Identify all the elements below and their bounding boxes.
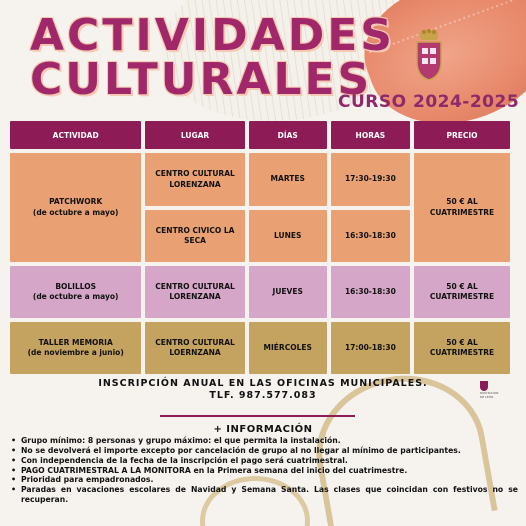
hours-cell: 17:00-18:30 xyxy=(331,322,410,374)
title-line-1: ACTIVIDADES xyxy=(30,10,395,61)
list-item: • Grupo mínimo: 8 personas y grupo máximo: el que permita la instalación. xyxy=(10,436,518,446)
day-cell: MIÉRCOLES xyxy=(249,322,327,374)
table-row xyxy=(10,322,510,374)
diputacion-line-2: DE LEÓN xyxy=(480,395,494,400)
header-precio: PRECIO xyxy=(414,121,510,149)
price-cell: 50 € AL CUATRIMESTRE xyxy=(414,322,510,374)
info-list xyxy=(10,436,518,505)
hours-cell: 16:30-18:30 xyxy=(331,210,410,262)
info-divider xyxy=(160,415,355,417)
day-cell: LUNES xyxy=(249,210,327,262)
header-actividad: ACTIVIDAD xyxy=(10,121,141,149)
place-cell: CENTRO CIVICO LA SECA xyxy=(145,210,244,262)
coat-of-arms-icon xyxy=(414,28,444,84)
place-line-2: LOERNZANA xyxy=(169,348,221,357)
price-cell: 50 € AL CUATRIMESTRE xyxy=(414,153,510,262)
place-cell xyxy=(145,266,244,318)
place-line-1: CENTRO CULTURAL xyxy=(155,337,235,347)
list-item: • Con independencia de la fecha de la inscripción el pago será cuatrimestral. xyxy=(10,456,518,466)
activity-cell-patchwork xyxy=(10,153,141,262)
hours-cell: 16:30-18:30 xyxy=(331,266,410,318)
list-item: • PAGO CUATRIMESTRAL A LA MONITORA en la Primera semana del inicio del cuatrimestre. xyxy=(10,466,518,476)
place-line-1: CENTRO CULTURAL xyxy=(155,169,235,178)
list-item: • No se devolverá el importe excepto por cancelación de grupo al no llegar al mínimo de participantes. xyxy=(10,446,518,456)
registration-note: INSCRIPCIÓN ANUAL EN LAS OFICINAS MUNICIPALES. xyxy=(98,378,428,389)
diputacion-shield-icon xyxy=(480,381,488,391)
day-cell: MARTES xyxy=(249,153,327,206)
activity-period: (de octubre a mayo) xyxy=(32,207,119,217)
phone-number: TLF. 987.577.083 xyxy=(209,390,317,401)
table-header-row xyxy=(10,121,510,149)
activity-name: BOLILLOS xyxy=(55,281,97,291)
place-cell xyxy=(145,153,244,206)
activity-cell-bolillos xyxy=(10,266,141,318)
title-line-2: CULTURALES xyxy=(30,54,373,105)
activity-name: PATCHWORK xyxy=(49,197,103,206)
header-dias: DÍAS xyxy=(249,121,327,149)
course-year: CURSO 2024-2025 xyxy=(338,92,520,112)
header-lugar: LUGAR xyxy=(145,121,244,149)
activities-table xyxy=(6,117,514,378)
list-item: • Paradas en vacaciones escolares de Navidad y Semana Santa. Las clases que coincidan con festivos no se recuperan. xyxy=(10,485,518,505)
activity-cell-taller-memoria xyxy=(10,322,141,374)
place-cell xyxy=(145,322,244,374)
activity-period: (de octubre a mayo) xyxy=(32,292,119,301)
header-horas: HORAS xyxy=(331,121,410,149)
place-line-2: LORENZANA xyxy=(169,292,221,301)
info-title: + INFORMACIÓN xyxy=(213,424,313,435)
place-line-1: CENTRO CULTURAL xyxy=(155,281,235,291)
diputacion-logo xyxy=(480,381,516,401)
list-item: • Prioridad para empadronados. xyxy=(10,475,518,485)
table-row xyxy=(10,266,510,318)
diputacion-line-1: DIPUTACIÓN xyxy=(480,391,499,395)
activity-period: (de noviembre a junio) xyxy=(27,348,124,357)
activity-name: TALLER MEMORIA xyxy=(38,337,113,347)
day-cell: JUEVES xyxy=(249,266,327,318)
price-cell: 50 € AL CUATRIMESTRE xyxy=(414,266,510,318)
table-row xyxy=(10,153,510,206)
hours-cell: 17:30-19:30 xyxy=(331,153,410,206)
place-line-2: LORENZANA xyxy=(169,179,221,189)
